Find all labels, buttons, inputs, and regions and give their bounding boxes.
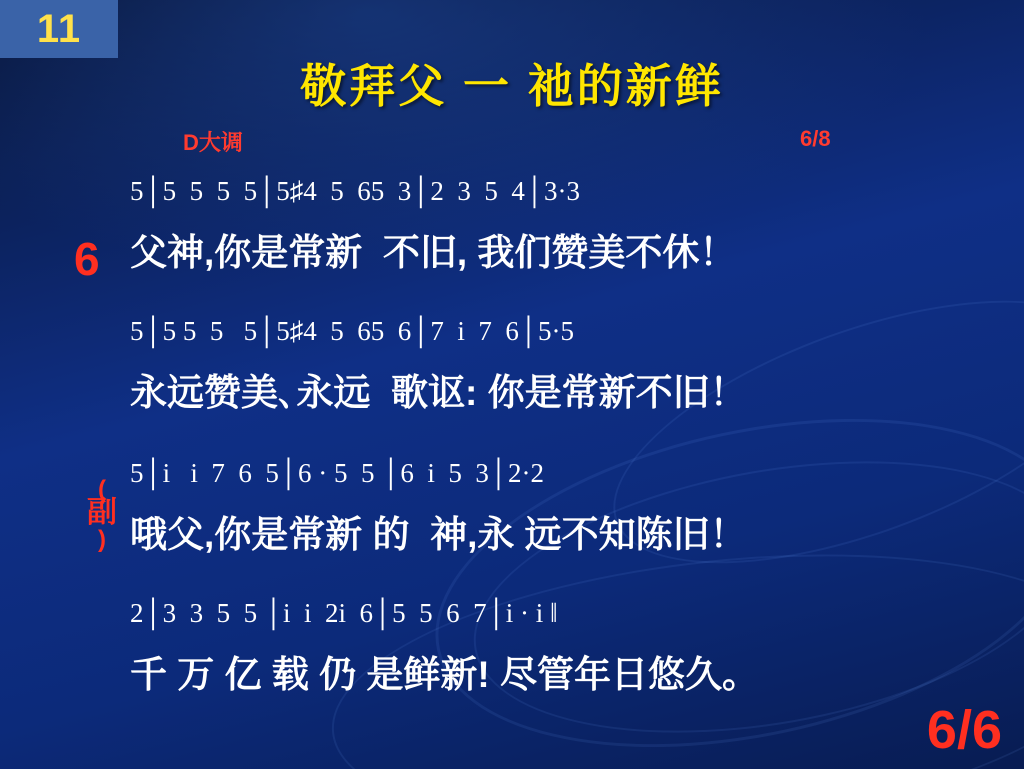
page-footer: 6/6 <box>926 700 1002 760</box>
refrain-paren-open: ( <box>98 476 106 503</box>
refrain-label: 副 <box>87 496 117 529</box>
lyrics-row: 哦父,你是常新 的 神,永 远不知陈旧！ <box>130 514 747 555</box>
refrain-paren-close: ) <box>98 526 106 553</box>
page-title: 敬拜父 一 祂的新鲜 <box>300 60 724 112</box>
music-line-1 <box>130 176 1010 276</box>
pickup-beat-label: 6 <box>74 233 100 285</box>
music-line-2 <box>130 316 1010 416</box>
notation-row: 2│3 3 5 5 │i i 2i 6│5 5 6 7│i · i ‖ <box>130 598 558 628</box>
notation-row: 5│i i 7 6 5│6 · 5 5 │6 i 5 3│2·2 <box>130 458 545 488</box>
music-line-4 <box>130 598 1010 698</box>
lyrics-row: 永远赞美､永远 歌讴: 你是常新不旧！ <box>130 372 747 413</box>
time-signature-label: 6/8 <box>800 126 831 151</box>
refrain-marker <box>72 478 132 573</box>
notation-row: 5│5 5 5 5│5♯4 5 65 6│7 i 7 6│5·5 <box>130 316 575 346</box>
music-line-3 <box>130 458 1010 558</box>
lyrics-row: 千 万 亿 载 仍 是鲜新! 尽管年日悠久。 <box>130 654 759 695</box>
lyrics-row: 父神,你是常新 不旧, 我们赞美不休！ <box>130 232 737 273</box>
decorative-swirl-4 <box>581 247 1024 618</box>
slide-number-badge: 11 <box>0 0 118 58</box>
key-signature-label: D大调 <box>183 130 243 155</box>
notation-row: 5│5 5 5 5│5♯4 5 65 3│2 3 5 4│3·3 <box>130 176 581 206</box>
